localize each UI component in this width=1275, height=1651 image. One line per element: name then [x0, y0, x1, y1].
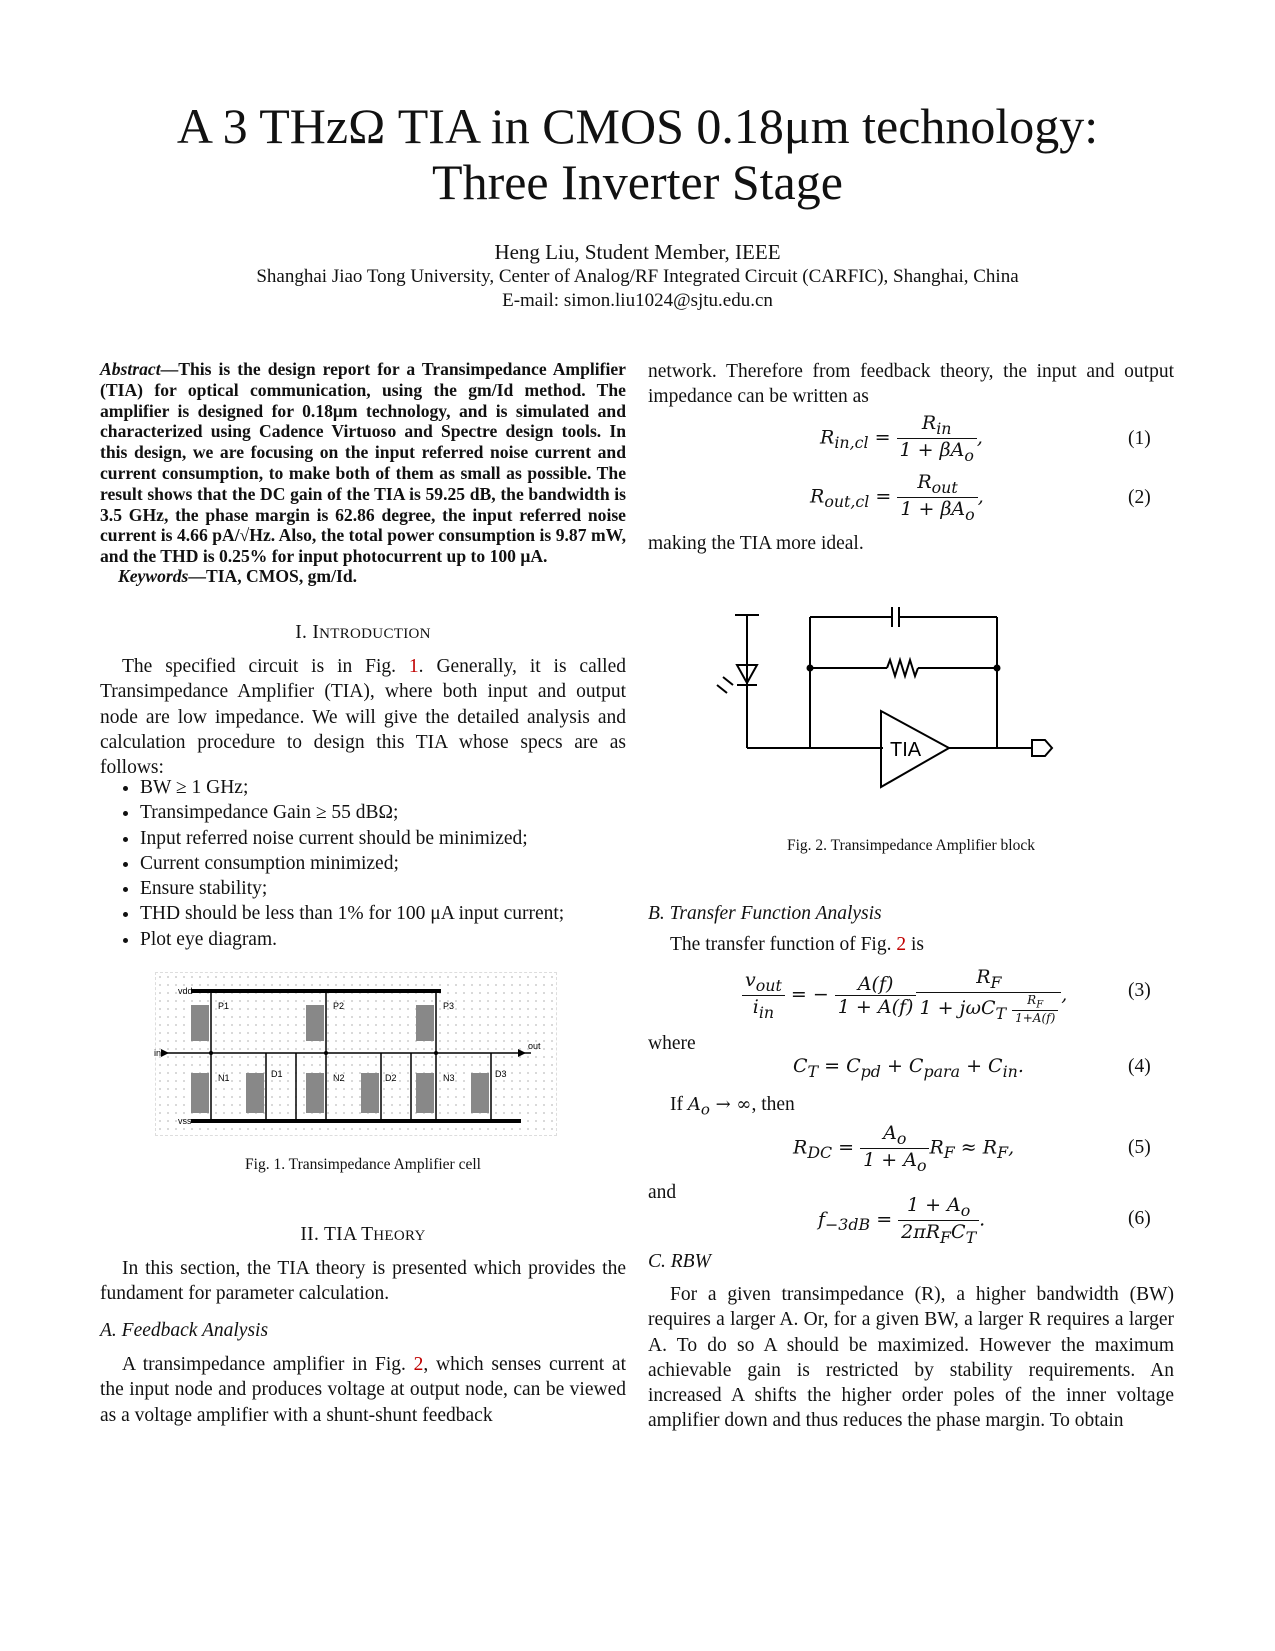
equation-5-number: (5): [1128, 1137, 1151, 1158]
figure-1-schematic: [155, 972, 557, 1136]
p3-label: P3: [443, 1001, 455, 1011]
n1-label: N1: [218, 1073, 230, 1083]
intro-paragraph: [100, 654, 626, 780]
fig2-ref-link-2[interactable]: 2: [896, 934, 907, 955]
intro-text-a: The specified circuit is in Fig.: [122, 656, 409, 677]
vdd-label: vdd: [178, 986, 193, 996]
figure-2-block-diagram: [735, 605, 1095, 805]
heading-num: I. I: [295, 622, 320, 643]
specs-list: [100, 775, 666, 952]
paper-title-line1: A 3 THzΩ TIA in CMOS 0.18μm technology:: [176, 98, 1099, 154]
email: E-mail: simon.liu1024@sjtu.edu.cn: [502, 290, 773, 311]
d3-label: D3: [495, 1069, 507, 1079]
n2-label: N2: [333, 1073, 345, 1083]
tf-text-a: The transfer function of Fig.: [670, 934, 897, 955]
theory-paragraph: In this section, the TIA theory is presented which provides the fundament for parameter calculation.: [100, 1258, 626, 1305]
if-text-a: If: [670, 1094, 688, 1115]
right-paragraph-1: network. Therefore from feedback theory, the input and output impedance can be written as: [648, 361, 1174, 408]
d2-label: D2: [385, 1073, 397, 1083]
p1-label: P1: [218, 1001, 230, 1011]
equation-2-number: (2): [1128, 487, 1151, 508]
fig1-ref-link[interactable]: 1: [408, 656, 419, 677]
abstract-label: Abstract: [100, 359, 161, 379]
p2-label: P2: [333, 1001, 345, 1011]
keywords-label: Keywords: [118, 566, 189, 586]
tia-block-label: TIA: [890, 739, 922, 761]
and-text: and: [648, 1182, 677, 1203]
list-item: • Input referred noise current should be minimized;: [140, 826, 666, 851]
equation-2: $R_{out,cl}$ = $\frac{R_{out}}{1 + \beta A_o}$ ,: [810, 471, 984, 524]
list-item: • BW ≥ 1 GHz;: [140, 775, 666, 800]
equation-6-number: (6): [1128, 1208, 1151, 1229]
heading-rest: HEORY: [373, 1228, 426, 1244]
heading-num: II. TIA T: [300, 1224, 374, 1245]
tf-text-b: is: [906, 934, 924, 955]
d1-label: D1: [271, 1069, 283, 1079]
where-text: where: [648, 1033, 696, 1054]
equation-3: $\frac{v_{out}}{i_{in}}$ = − $\frac{A(f)}{1 + A(f)}$ $R_F$ 1 + jωC$_T$ $\frac{R_F}{1+A(f)}$ ,: [742, 966, 1067, 1025]
list-item: • Ensure stability;: [140, 876, 666, 901]
subsection-a-heading: A. Feedback Analysis: [100, 1320, 269, 1341]
author: Heng Liu, Student Member, IEEE: [494, 240, 781, 264]
list-item: • Plot eye diagram.: [140, 927, 666, 952]
feedback-paragraph: [100, 1352, 626, 1428]
schematic-drawing: [156, 973, 556, 1135]
if-condition-text: If $A_o$ → ∞, then: [670, 1094, 795, 1119]
abstract-text: —This is the design report for a Transimpedance Amplifier (TIA) for optical communication, using the gm/Id method. The amplifier is designed for 0.18μm technology, and is simulated and characterized using Cadence Virtuoso and Spectre design tools. In this design, we are focusing on the input referred noise current and current consumption, to make both of them as small as possible. The result shows that the DC gain of the TIA is 59.25 dB, the bandwidth is 3.5 GHz, the phase margin is 62.86 degree, the input referred noise current is 4.66 pA/√Hz. Also, the total power consumption is 9.87 mW, and the THD is 0.25% for input photocurrent up to 100 μA.: [100, 359, 626, 567]
transfer-function-intro: [648, 932, 1174, 957]
equation-6: $f_{-3dB}$ = $\frac{1 + A_o}{2\pi R_FC_T}$ .: [818, 1194, 986, 1247]
subsection-b-heading: B. Transfer Function Analysis: [648, 903, 882, 924]
list-item: • Transimpedance Gain ≥ 55 dBΩ;: [140, 800, 666, 825]
vss-label: vss: [178, 1116, 192, 1126]
feedback-text-b: , which senses current at the input node and produces voltage at output node, can be viewed as a voltage amplifier with a shunt-shunt feedback: [100, 1354, 626, 1426]
out-label: out: [528, 1041, 541, 1051]
section-heading-theory: [100, 1224, 626, 1246]
list-item: • THD should be less than 1% for 100 μA input current;: [140, 901, 666, 926]
right-paragraph-2: making the TIA more ideal.: [648, 533, 864, 554]
keywords-text: —TIA, CMOS, gm/Id.: [188, 566, 358, 586]
equation-1: $R_{in,cl}$ = $\frac{R_{in}}{1 + \beta A_o}$ ,: [820, 412, 983, 465]
section-heading-intro: [100, 622, 626, 644]
equation-4: $C_T = C_{pd} + C_{para} + C_{in}$.: [793, 1055, 1024, 1081]
in-label: in: [154, 1048, 162, 1058]
paper-title-line2: Three Inverter Stage: [432, 154, 843, 210]
keywords: [100, 566, 626, 587]
list-item: • Current consumption minimized;: [140, 851, 666, 876]
n3-label: N3: [443, 1073, 455, 1083]
equation-5: $R_{DC}$ = $\frac{A_o}{1 + A_o}$ $R_F \approx R_F$,: [793, 1122, 1015, 1175]
affiliation: Shanghai Jiao Tong University, Center of Analog/RF Integrated Circuit (CARFIC), Shanghai, China: [256, 266, 1019, 287]
heading-rest: NTRODUCTION: [319, 626, 431, 642]
rbw-paragraph: For a given transimpedance (R), a higher bandwidth (BW) requires a larger A. Or, for a given BW, a larger R requires a larger A. To do so A should be maximized. However the maximum achievable gain is restricted by stability requirements. An increased A shifts the higher order poles of the inner voltage amplifier down and thus reduces the phase margin. To obtain: [648, 1284, 1174, 1432]
figure-2-caption: Fig. 2. Transimpedance Amplifier block: [787, 837, 1035, 854]
equation-4-number: (4): [1128, 1056, 1151, 1077]
equation-3-number: (3): [1128, 980, 1151, 1001]
feedback-text-a: A transimpedance amplifier in Fig.: [122, 1354, 414, 1375]
fig2-ref-link[interactable]: 2: [413, 1354, 424, 1375]
intro-text-b: . Generally, it is called Transimpedance Amplifier (TIA), where both input and output node are low impedance. We will give the detailed analysis and calculation procedure to design this TIA whose specs are as follows:: [100, 656, 626, 779]
if-text-b: , then: [751, 1094, 795, 1115]
subsection-c-heading: C. RBW: [648, 1251, 711, 1272]
figure-1-caption: Fig. 1. Transimpedance Amplifier cell: [245, 1156, 481, 1173]
abstract: [100, 359, 626, 567]
equation-1-number: (1): [1128, 428, 1151, 449]
